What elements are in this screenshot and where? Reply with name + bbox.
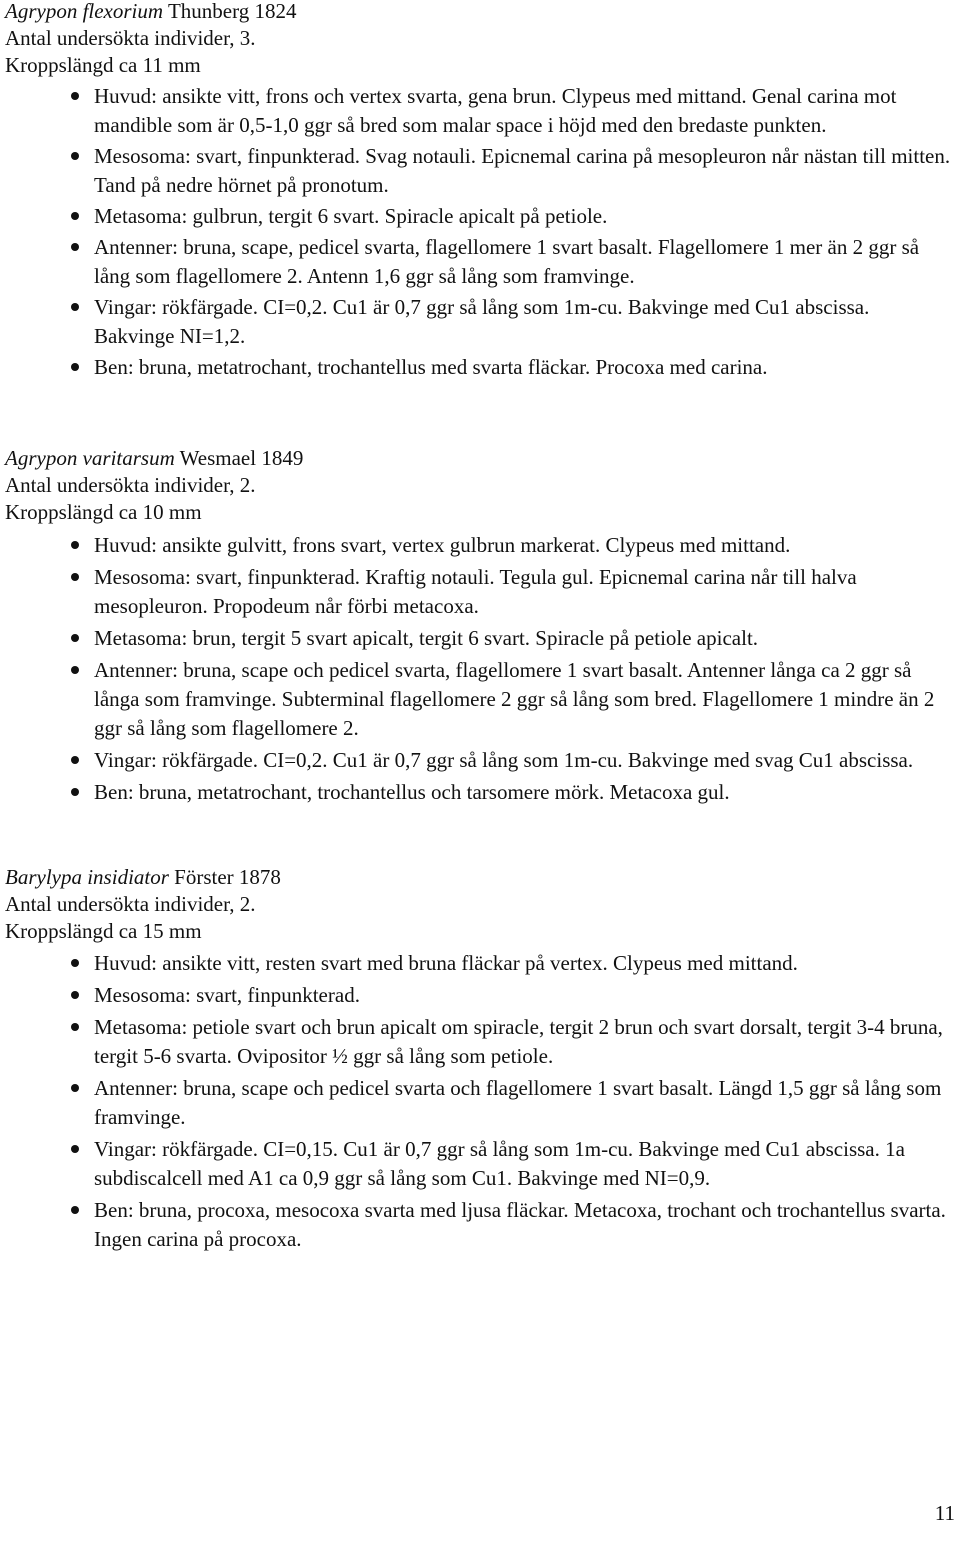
- trait-metasoma: [5, 624, 955, 653]
- body-length: Kroppslängd ca 11 mm: [5, 53, 201, 77]
- species-heading: [5, 864, 955, 891]
- trait-antennae: [5, 233, 955, 291]
- trait-metasoma: [5, 202, 955, 231]
- trait-metasoma: [5, 1013, 955, 1071]
- trait-antennae: [5, 656, 955, 743]
- bullet-icon: [71, 303, 79, 311]
- bullet-icon: [71, 363, 79, 371]
- individuals-count: Antal undersökta individer, 2.: [5, 473, 256, 497]
- species-heading: [5, 445, 955, 472]
- page-number: 11: [934, 1501, 955, 1525]
- species-name: Barylypa insidiator: [5, 865, 169, 889]
- bullet-icon: [71, 1145, 79, 1153]
- trait-mesosoma: [5, 981, 955, 1010]
- bullet-icon: [71, 573, 79, 581]
- trait-wings: [5, 746, 955, 775]
- trait-mesosoma: [5, 142, 955, 200]
- bullet-icon: [71, 1084, 79, 1092]
- trait-text: Antenner: bruna, scape och pedicel svarta, flagellomere 1 svart basalt. Antenner långa ca 2 ggr så långa som framvinge. Subterminal flagellomere 2 ggr så lång som bred. Flagellomere 1 mindre än 2 ggr så lång som flagellomere 2.: [94, 658, 935, 740]
- bullet-icon: [71, 541, 79, 549]
- trait-legs: [5, 1196, 955, 1254]
- trait-legs: [5, 353, 955, 382]
- bullet-icon: [71, 959, 79, 967]
- trait-text: Huvud: ansikte vitt, resten svart med bruna fläckar på vertex. Clypeus med mittand.: [94, 951, 798, 975]
- species-entry-agrypon-varitarsum: [5, 445, 955, 810]
- individuals-count: Antal undersökta individer, 2.: [5, 892, 256, 916]
- bullet-icon: [71, 666, 79, 674]
- trait-list: [5, 82, 955, 382]
- trait-antennae: [5, 1074, 955, 1132]
- trait-text: Ben: bruna, metatrochant, trochantellus med svarta fläckar. Procoxa med carina.: [94, 355, 768, 379]
- bullet-icon: [71, 1206, 79, 1214]
- bullet-icon: [71, 212, 79, 220]
- trait-wings: [5, 293, 955, 351]
- trait-head: [5, 82, 955, 140]
- trait-text: Mesosoma: svart, finpunkterad.: [94, 983, 360, 1007]
- species-heading: [5, 0, 955, 25]
- body-length: Kroppslängd ca 10 mm: [5, 500, 202, 524]
- trait-text: Metasoma: petiole svart och brun apicalt om spiracle, tergit 2 brun och svart dorsalt, tergit 3-4 bruna, tergit 5-6 svarta. Ovipositor ½ ggr så lång som petiole.: [94, 1015, 943, 1068]
- trait-text: Antenner: bruna, scape, pedicel svarta, flagellomere 1 svart basalt. Flagellomere 1 mer än 2 ggr så lång som flagellomere 2. Antenn 1,6 ggr så lång som framvinge.: [94, 235, 920, 288]
- bullet-icon: [71, 92, 79, 100]
- trait-head: [5, 949, 955, 978]
- individuals-count: Antal undersökta individer, 3.: [5, 26, 256, 50]
- species-name: Agrypon flexorium: [5, 0, 164, 23]
- species-name: Agrypon varitarsum: [5, 446, 175, 470]
- bullet-icon: [71, 634, 79, 642]
- trait-wings: [5, 1135, 955, 1193]
- body-length: Kroppslängd ca 15 mm: [5, 919, 202, 943]
- trait-list: [5, 531, 955, 807]
- bullet-icon: [71, 1023, 79, 1031]
- trait-text: Ben: bruna, procoxa, mesocoxa svarta med ljusa fläckar. Metacoxa, trochant och trochantellus svarta. Ingen carina på procoxa.: [94, 1198, 946, 1251]
- trait-text: Mesosoma: svart, finpunkterad. Svag notauli. Epicnemal carina på mesopleuron når nästan till mitten. Tand på nedre hörnet på pronotum.: [94, 144, 951, 197]
- trait-text: Antenner: bruna, scape och pedicel svarta och flagellomere 1 svart basalt. Längd 1,5 ggr så lång som framvinge.: [94, 1076, 942, 1129]
- trait-text: Vingar: rökfärgade. CI=0,2. Cu1 är 0,7 ggr så lång som 1m-cu. Bakvinge med svag Cu1 abscissa.: [94, 748, 914, 772]
- trait-mesosoma: [5, 563, 955, 621]
- trait-text: Huvud: ansikte gulvitt, frons svart, vertex gulbrun markerat. Clypeus med mittand.: [94, 533, 791, 557]
- trait-head: [5, 531, 955, 560]
- trait-text: Vingar: rökfärgade. CI=0,15. Cu1 är 0,7 ggr så lång som 1m-cu. Bakvinge med Cu1 abscissa. 1a subdiscalcell med A1 ca 0,9 ggr så lång som Cu1. Bakvinge med NI=0,9.: [94, 1137, 905, 1190]
- bullet-icon: [71, 756, 79, 764]
- trait-text: Ben: bruna, metatrochant, trochantellus och tarsomere mörk. Metacoxa gul.: [94, 780, 730, 804]
- trait-text: Metasoma: gulbrun, tergit 6 svart. Spiracle apicalt på petiole.: [94, 204, 608, 228]
- bullet-icon: [71, 152, 79, 160]
- trait-text: Huvud: ansikte vitt, frons och vertex svarta, gena brun. Clypeus med mittand. Genal carina mot mandible som är 0,5-1,0 ggr så bred som malar space i höjd med den bredaste punkten.: [94, 84, 897, 137]
- trait-text: Metasoma: brun, tergit 5 svart apicalt, tergit 6 svart. Spiracle på petiole apicalt.: [94, 626, 759, 650]
- bullet-icon: [71, 991, 79, 999]
- trait-text: Vingar: rökfärgade. CI=0,2. Cu1 är 0,7 ggr så lång som 1m-cu. Bakvinge med Cu1 abscissa. Bakvinge NI=1,2.: [94, 295, 870, 348]
- trait-list: [5, 949, 955, 1254]
- trait-text: Mesosoma: svart, finpunkterad. Kraftig notauli. Tegula gul. Epicnemal carina når till halva mesopleuron. Propodeum når förbi metacoxa.: [94, 565, 857, 618]
- bullet-icon: [71, 788, 79, 796]
- bullet-icon: [71, 243, 79, 251]
- species-author: Förster 1878: [174, 865, 281, 889]
- species-author: Thunberg 1824: [167, 0, 297, 23]
- trait-legs: [5, 778, 955, 807]
- species-author: Wesmael 1849: [179, 446, 304, 470]
- species-entry-agrypon-flexorium: [5, 0, 955, 384]
- species-entry-barylypa-insidiator: [5, 864, 955, 1257]
